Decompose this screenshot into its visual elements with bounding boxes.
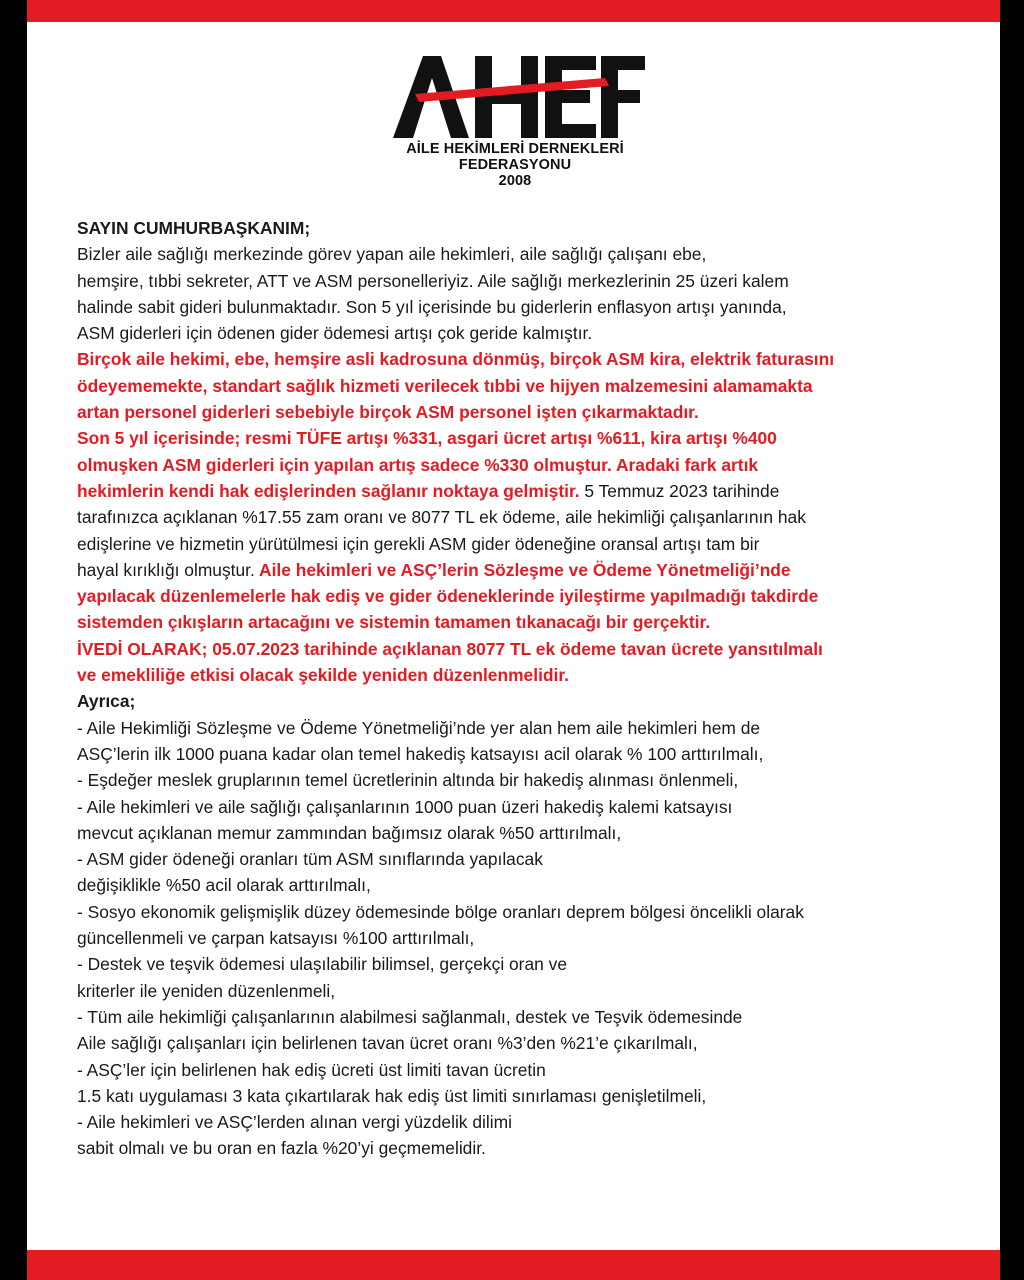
inline-text: hayal kırıklığı olmuştur. [77,559,255,580]
red-text-line: sistemden çıkışların artacağını ve sistemin tamamen tıkanacağı bir gerçektir. [77,612,711,633]
top-red-band [27,0,1000,22]
demand-line: - Destek ve teşvik ödemesi ulaşılabilir bilimsel, gerçekçi oran ve [77,954,568,975]
red-text-line: artan personel giderleri sebebiyle birçok ASM personel işten çıkarmaktadır. [77,402,699,423]
demand-line: - ASÇ’ler için belirlenen hak ediş ücreti üst limiti tavan ücretin [77,1059,546,1080]
demand-line: ASÇ’lerin ilk 1000 puana kadar olan temel hakediş katsayısı acil olarak % 100 arttırılmalı, [77,743,764,764]
demand-line: - Eşdeğer meslek gruplarının temel ücretlerinin altında bir hakediş alınması önlenmeli, [77,770,739,791]
demand-line: sabit olmalı ve bu oran en fazla %20’yi geçmemelidir. [77,1138,486,1159]
text-line: ASM giderleri için ödenen gider ödemesi artışı çok geride kalmıştır. [77,323,593,344]
demand-line: - Aile hekimleri ve aile sağlığı çalışanlarının 1000 puan üzeri hakediş kalemi katsayısı [77,796,733,817]
red-paragraph-inflation [77,425,967,688]
text-line: Bizler aile sağlığı merkezinde görev yapan aile hekimleri, aile sağlığı çalışanı ebe, [77,244,707,265]
ayrica-heading: Ayrıca; [77,691,136,712]
ahef-logo [385,46,645,196]
salutation: SAYIN CUMHURBAŞKANIM; [77,218,311,238]
document-page [27,0,1000,1280]
inline-text: 5 Temmuz 2023 tarihinde [579,480,780,501]
mixed-text-line [77,557,967,583]
demand-line: - Tüm aile hekimliği çalışanlarının alabilmesi sağlanmalı, destek ve Teşvik ödemesinde [77,1006,743,1027]
ahef-wordmark-graphic [385,46,645,146]
demand-line: - Aile hekimleri ve ASÇ’lerden alınan vergi yüzdelik dilimi [77,1112,512,1133]
text-line: halinde sabit gideri bulunmaktadır. Son 5 yıl içerisinde bu giderlerin enflasyon artışı yanında, [77,296,787,317]
intro-paragraph [77,241,967,346]
red-text-line: yapılacak düzenlemelerle hak ediş ve gider ödeneklerinde iyileştirme yapılmadığı takdirde [77,586,819,607]
demands-list [77,715,967,1162]
red-paragraph-closures [77,346,967,425]
demand-line: değişiklikle %50 acil olarak arttırılmalı, [77,875,371,896]
red-text-line: ve emekliliğe etkisi olacak şekilde yeniden düzenlenmelidir. [77,665,569,686]
red-inline-text: hekimlerin kendi hak edişlerinden sağlanır noktaya gelmiştir. [77,480,580,501]
text-line: edişlerine ve hizmetin yürütülmesi için gerekli ASM gider ödeneğine oransal artışı tam bir [77,533,760,554]
letter-body [77,215,967,1162]
red-text-line: İVEDİ OLARAK; 05.07.2023 tarihinde açıklanan 8077 TL ek ödeme tavan ücrete yansıtılmalı [77,638,823,659]
demand-line: güncellenmeli ve çarpan katsayısı %100 arttırılmalı, [77,928,475,949]
red-text-line: Birçok aile hekimi, ebe, hemşire asli kadrosuna dönmüş, birçok ASM kira, elektrik faturasını [77,349,835,370]
red-text-line: olmuşken ASM giderleri için yapılan artış sadece %330 olmuştur. Aradaki fark artık [77,454,759,475]
demand-line: 1.5 katı uygulaması 3 kata çıkartılarak hak ediş üst limiti sınırlaması genişletilmeli, [77,1085,707,1106]
mixed-text-line [77,478,967,504]
demand-line: - Aile Hekimliği Sözleşme ve Ödeme Yönetmeliği’nde yer alan hem aile hekimleri hem de [77,717,761,738]
text-line: tarafınızca açıklanan %17.55 zam oranı ve 8077 TL ek ödeme, aile hekimliği çalışanlarının hak [77,507,806,528]
red-text-line: ödeyememekte, standart sağlık hizmeti verilecek tıbbi ve hijyen malzemesini alamamakta [77,375,813,396]
text-line: hemşire, tıbbi sekreter, ATT ve ASM personelleriyiz. Aile sağlığı merkezlerinin 25 üzeri kalem [77,270,789,291]
demand-line: mevcut açıklanan memur zammından bağımsız olarak %50 arttırılmalı, [77,822,622,843]
bottom-red-band [27,1250,1000,1280]
demand-line: kriterler ile yeniden düzenlenmeli, [77,980,336,1001]
logo-line-2: FEDERASYONU [458,157,572,173]
demand-line: - Sosyo ekonomik gelişmişlik düzey ödemesinde bölge oranları deprem bölgesi öncelikli olarak [77,901,804,922]
logo-line-3: 2008 [498,173,532,189]
red-inline-text: Aile hekimleri ve ASÇ’lerin Sözleşme ve Ödeme Yönetmeliği’nde [254,559,791,580]
logo-line-1: AİLE HEKİMLERİ DERNEKLERİ [406,141,624,157]
demand-line: - ASM gider ödeneği oranları tüm ASM sınıflarında yapılacak [77,849,543,870]
red-text-line: Son 5 yıl içerisinde; resmi TÜFE artışı %331, asgari ücret artışı %611, kira artışı %400 [77,428,777,449]
demand-line: Aile sağlığı çalışanları için belirlenen tavan ücret oranı %3’den %21’e çıkarılmalı, [77,1033,698,1054]
